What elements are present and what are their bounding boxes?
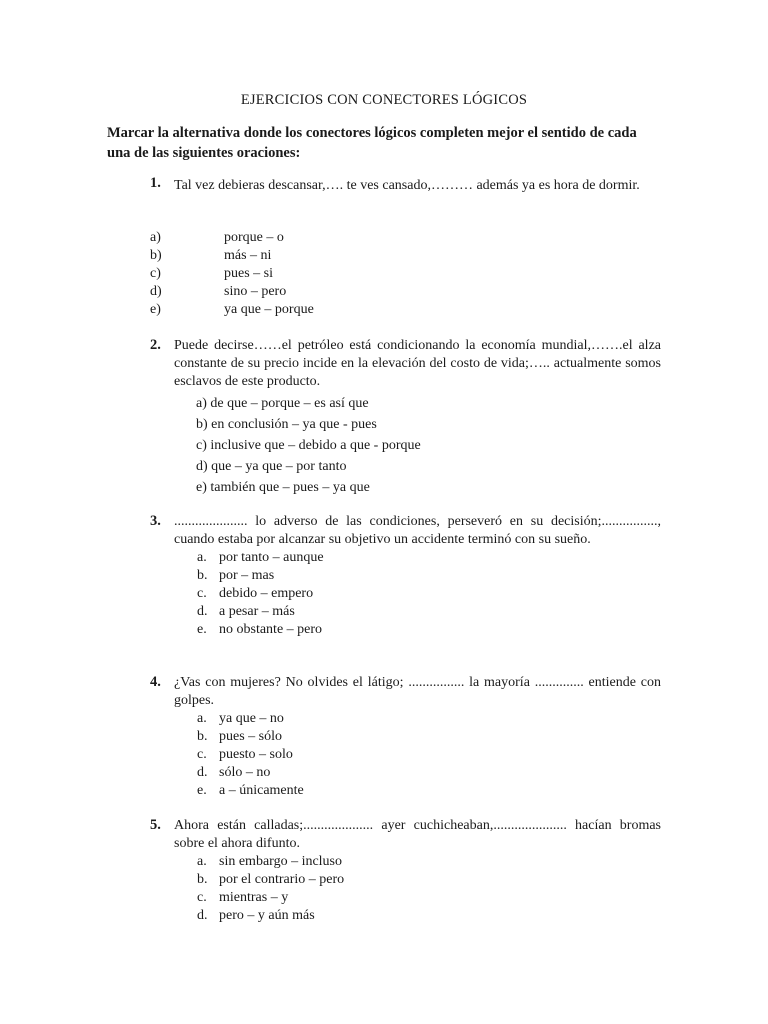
question-text: Tal vez debieras descansar,…. te ves cansado,……… además ya es hora de dormir. <box>174 178 640 193</box>
option-item: d) que – ya que – por tanto <box>196 459 347 474</box>
question-2 <box>150 337 661 498</box>
option-letter: a. <box>197 711 207 726</box>
question-4 <box>150 674 661 800</box>
option-item <box>197 728 661 746</box>
option-text: por tanto – aunque <box>219 550 324 565</box>
option-letter: e) <box>150 302 161 317</box>
option-item <box>197 889 661 907</box>
option-letter: c. <box>197 890 207 905</box>
option-item <box>197 549 661 567</box>
option-text: pues – sólo <box>219 729 282 744</box>
option-item <box>197 585 661 603</box>
option-text: a – únicamente <box>219 783 304 798</box>
question-text: ..................... lo adverso de las condiciones, perseveró en su decisión;................, cuando estaba por alcanzar su objetivo un accidente terminó con su sueño. <box>174 514 661 547</box>
option-letter: d. <box>197 604 208 619</box>
options-list <box>197 549 661 639</box>
option-letter: c. <box>197 586 207 601</box>
options-list <box>197 710 661 800</box>
question-text: ¿Vas con mujeres? No olvides el látigo; ................ la mayoría .............. entiende con golpes. <box>174 675 661 708</box>
option-letter: a. <box>197 854 207 869</box>
page-title: EJERCICIOS CON CONECTORES LÓGICOS <box>240 92 528 108</box>
option-letter: a) <box>150 230 161 245</box>
option-letter: d) <box>150 284 162 299</box>
option-text: porque – o <box>224 230 284 245</box>
question-number: 5. <box>150 817 161 833</box>
option-letter: b. <box>197 729 208 744</box>
instructions: Marcar la alternativa donde los conectores lógicos completen mejor el sentido de cada una de las siguientes oraciones: <box>107 125 637 161</box>
option-letter: d. <box>197 908 208 923</box>
options-list <box>197 853 661 925</box>
option-text: por el contrario – pero <box>219 872 345 887</box>
question-text: Puede decirse……el petróleo está condicionando la economía mundial,…….el alza constante de su precio incide en la elevación del costo de vida;….. actualmente somos esclavos de este producto. <box>174 338 661 389</box>
option-text: debido – empero <box>219 586 314 601</box>
option-text: por – mas <box>219 568 275 583</box>
option-text: a pesar – más <box>219 604 295 619</box>
option-text: no obstante – pero <box>219 622 323 637</box>
option-text: sino – pero <box>224 284 287 299</box>
option-item: e) también que – pues – ya que <box>196 480 370 495</box>
option-letter: b) <box>150 248 162 263</box>
option-text: puesto – solo <box>219 747 293 762</box>
option-text: mientras – y <box>219 890 289 905</box>
option-item <box>197 907 661 925</box>
option-text: ya que – porque <box>224 302 314 317</box>
option-text: más – ni <box>224 248 272 263</box>
option-text: pero – y aún más <box>219 908 315 923</box>
option-item: b) en conclusión – ya que - pues <box>196 417 377 432</box>
option-item: c) inclusive que – debido a que - porque <box>196 438 421 453</box>
option-text: pues – si <box>224 266 273 281</box>
option-letter: e. <box>197 783 207 798</box>
option-letter: d. <box>197 765 208 780</box>
option-item <box>197 603 661 621</box>
question-3 <box>150 513 661 639</box>
question-number: 3. <box>150 513 161 529</box>
option-text: sólo – no <box>219 765 271 780</box>
option-letter: b. <box>197 568 208 583</box>
option-text: ya que – no <box>219 711 284 726</box>
question-text: Ahora están calladas;.................... ayer cuchicheaban,..................... hacían bromas sobre el ahora difunto. <box>174 818 661 851</box>
option-item <box>197 782 661 800</box>
option-letter: c. <box>197 747 207 762</box>
question-number: 4. <box>150 674 161 690</box>
option-item <box>197 710 661 728</box>
option-item <box>197 567 661 585</box>
option-letter: a. <box>197 550 207 565</box>
options-list <box>196 393 661 498</box>
option-item <box>197 853 661 871</box>
question-number: 1. <box>150 175 161 191</box>
option-letter: e. <box>197 622 207 637</box>
question-1 <box>150 175 661 196</box>
option-item <box>197 871 661 889</box>
option-letter: b. <box>197 872 208 887</box>
question-5 <box>150 817 661 925</box>
option-item <box>197 764 661 782</box>
option-item <box>197 746 661 764</box>
option-text: sin embargo – incluso <box>219 854 343 869</box>
option-item <box>197 621 661 639</box>
option-letter: c) <box>150 266 161 281</box>
option-item: a) de que – porque – es así que <box>196 396 369 411</box>
question-number: 2. <box>150 337 161 353</box>
